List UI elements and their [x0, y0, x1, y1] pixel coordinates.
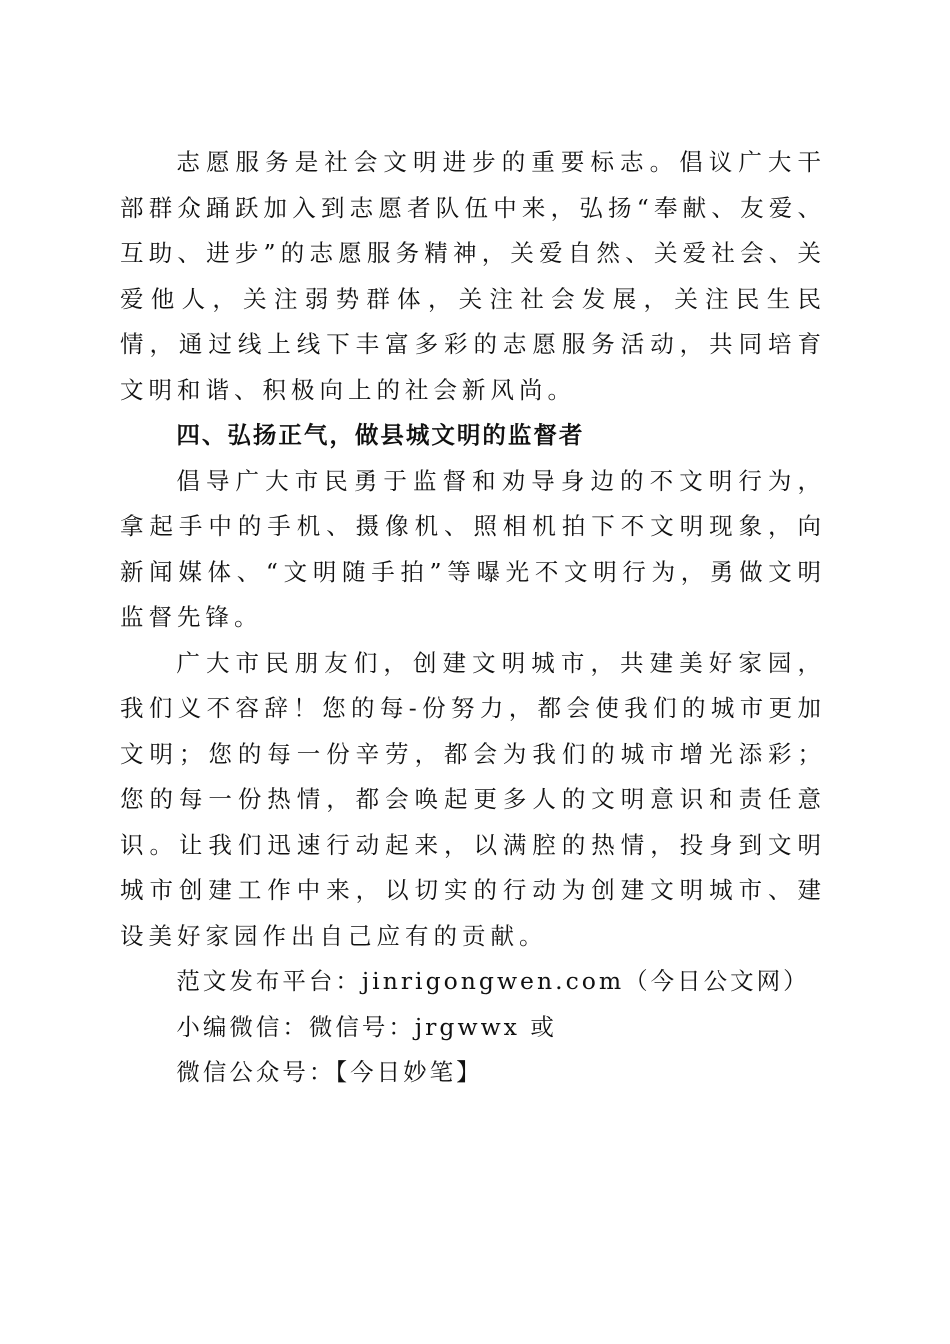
footer-platform-line: 范文发布平台：jinrigongwen.com（今日公文网） — [176, 967, 810, 995]
footer-editor-wechat-line: 小编微信：微信号：jrgwwx 或 — [176, 1012, 557, 1041]
document-body — [120, 140, 826, 1096]
paragraph-volunteer-service: 志愿服务是社会文明进步的重要标志。倡议广大干部群众踊跃加入到志愿者队伍中来，弘扬“奉献、友爱、互助、进步”的志愿服务精神，关爱自然、关爱社会、关爱他人，关注弱势群体，关注社会发展，关注民生民情，通过线上线下丰富多彩的志愿服务活动，共同培育文明和谐、积极向上的社会新风尚。 — [120, 148, 826, 404]
paragraph-supervision: 倡导广大市民勇于监督和劝导身边的不文明行为，拿起手中的手机、摄像机、照相机拍下不文明现象，向新闻媒体、“文明随手拍”等曝光不文明行为，勇做文明监督先锋。 — [120, 466, 826, 631]
footer-official-account-line: 微信公众号：【今日妙笔】 — [176, 1058, 483, 1086]
section-heading-four: 四、弘扬正气，做县城文明的监督者 — [176, 421, 585, 449]
paragraph-closing-appeal: 广大市民朋友们，创建文明城市，共建美好家园，我们义不容辞！您的每-份努力，都会使我们的城市更加文明；您的每一份辛劳，都会为我们的城市增光添彩；您的每一份热情，都会唤起更多人的文明意识和责任意识。让我们迅速行动起来，以满腔的热情，投身到文明城市创建工作中来，以切实的行动为创建文明城市、建设美好家园作出自己应有的贡献。 — [120, 648, 826, 950]
